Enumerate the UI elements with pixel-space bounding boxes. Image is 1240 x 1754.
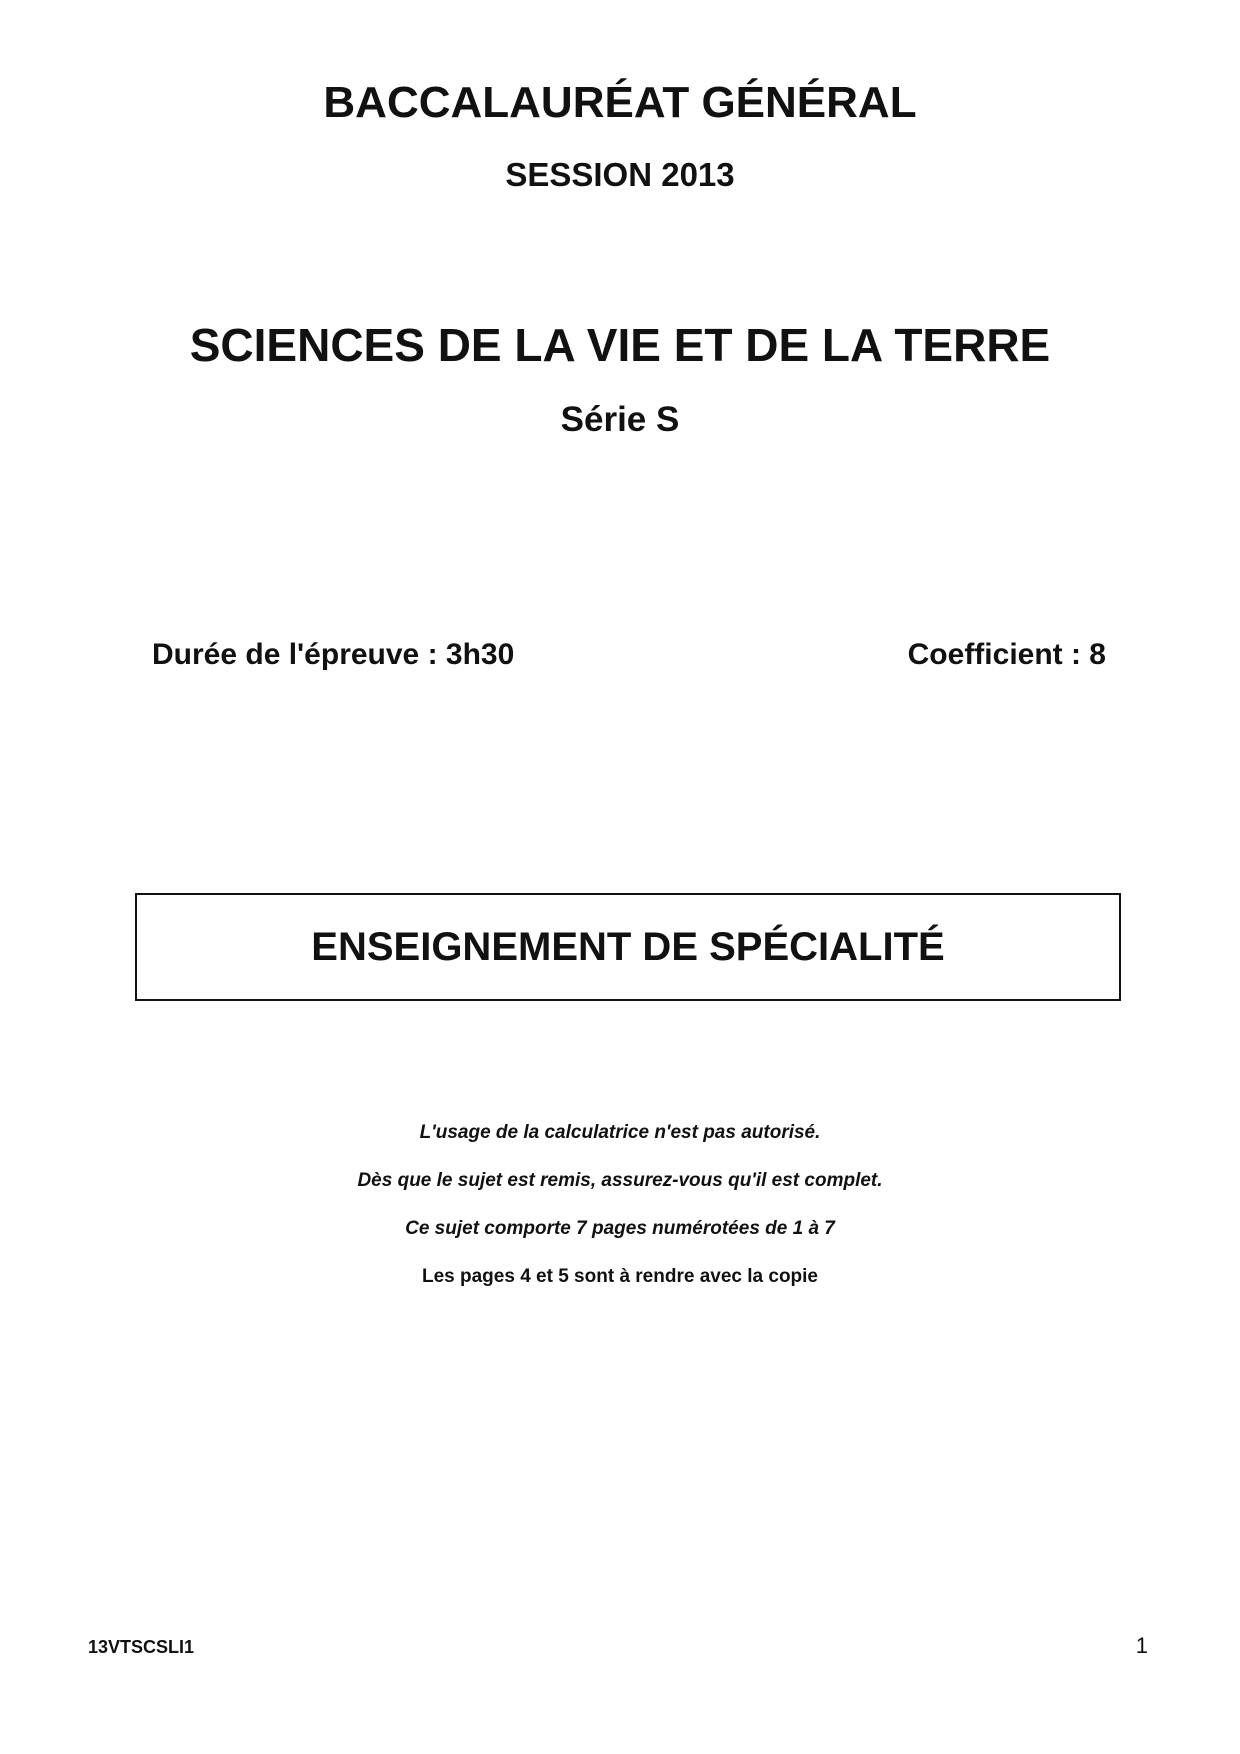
subject-title: SCIENCES DE LA VIE ET DE LA TERRE [189,319,1051,371]
session-label: SESSION 2013 [505,156,735,193]
exam-coefficient: Coefficient : 8 [907,638,1106,671]
instruction-check-complete: Dès que le sujet est remis, assurez-vous qu'il est complet. [357,1170,883,1191]
exam-title: BACCALAURÉAT GÉNÉRAL [323,78,917,127]
specialty-label: ENSEIGNEMENT DE SPÉCIALITÉ [311,924,945,969]
instruction-pages-to-return: Les pages 4 et 5 sont à rendre avec la copie [421,1266,818,1287]
instructions-block [0,1122,1240,1314]
instruction-calculator: L'usage de la calculatrice n'est pas autorisé. [419,1122,821,1143]
footer-subject-code: 13VTSCSLI1 [88,1637,195,1657]
instruction-page-count: Ce sujet comporte 7 pages numérotées de 1 à 7 [405,1218,835,1239]
serie-label: Série S [560,400,680,439]
exam-duration: Durée de l'épreuve : 3h30 [152,638,515,671]
specialty-box [135,893,1121,1001]
page-number: 1 [1135,1633,1148,1658]
